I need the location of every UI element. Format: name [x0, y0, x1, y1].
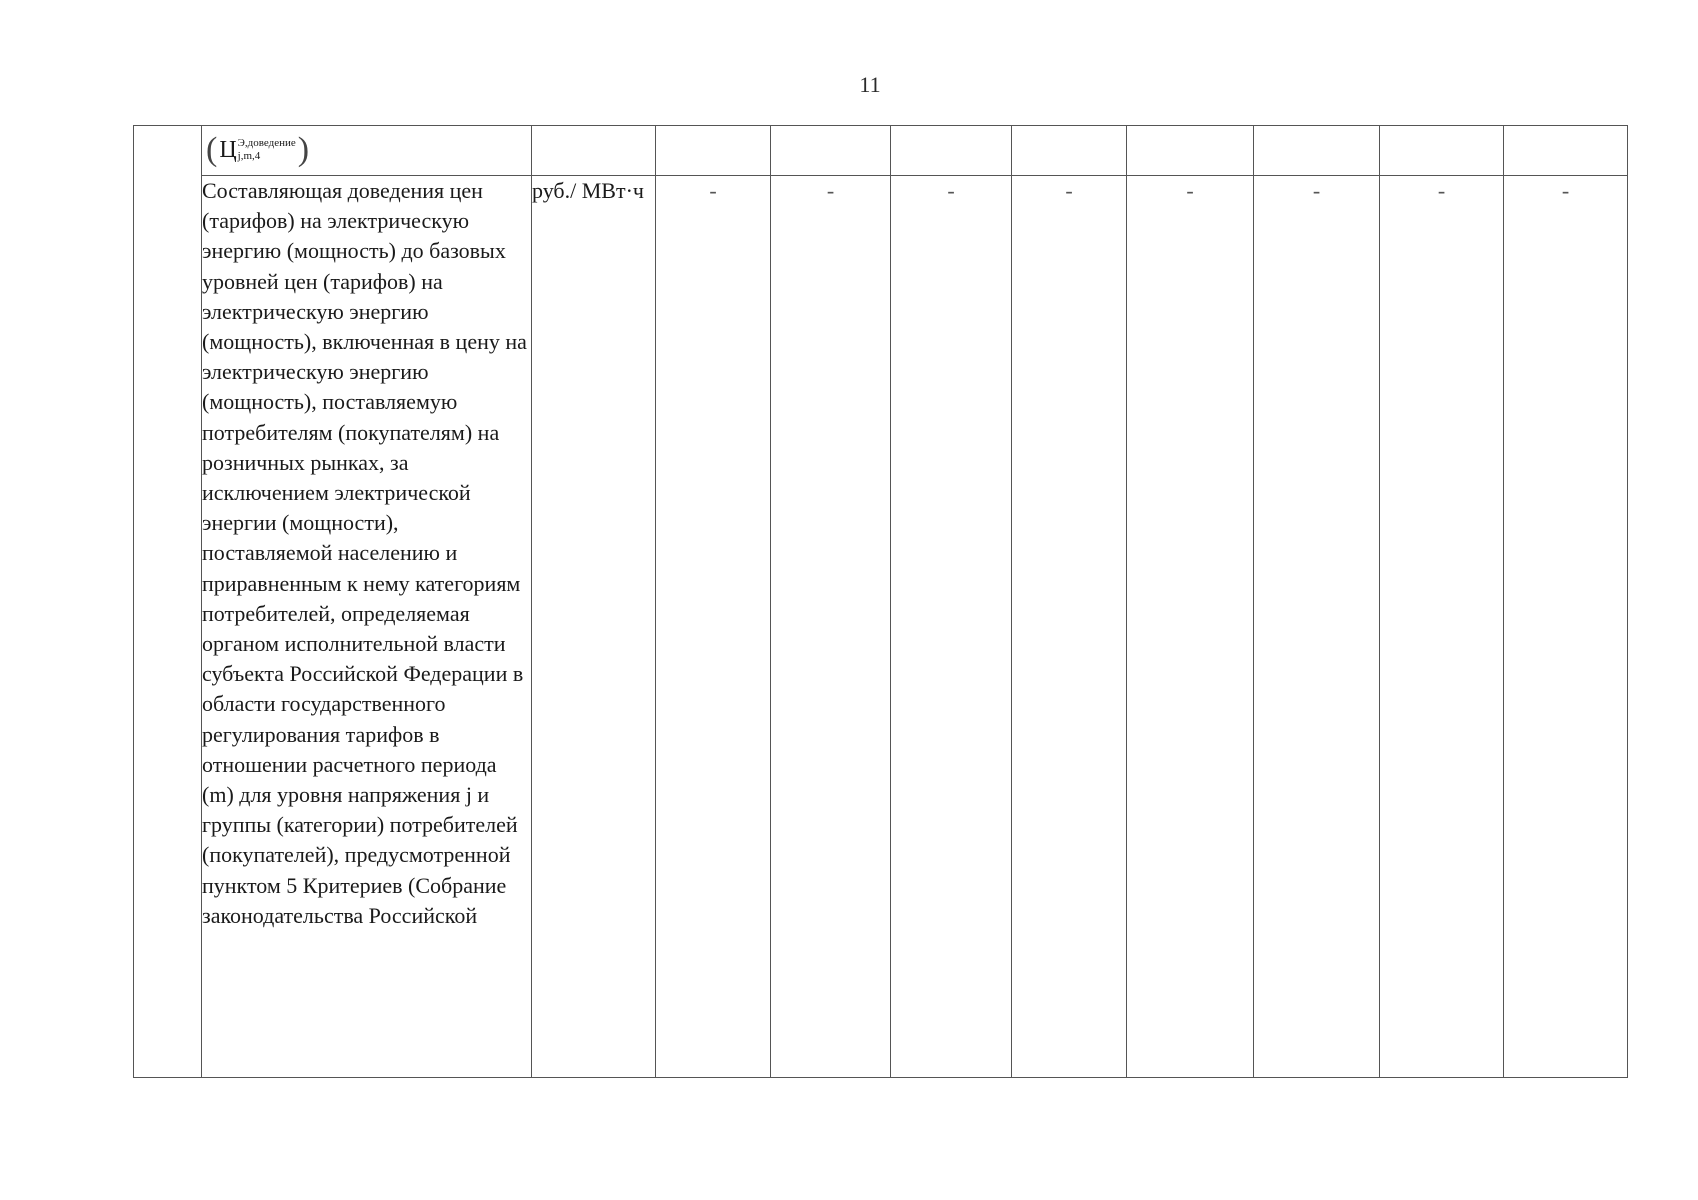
value-cell: - — [1380, 176, 1504, 1078]
formula-symbol: Ц — [219, 136, 237, 163]
tariff-table — [133, 125, 1628, 1078]
value-cell: - — [1254, 176, 1380, 1078]
index-cell — [134, 126, 202, 1078]
left-paren: ( — [206, 130, 218, 168]
value-cell-empty — [1127, 126, 1254, 176]
formula-row — [134, 126, 1628, 176]
unit-cell: руб./ МВт·ч — [532, 176, 656, 1078]
value-cell-empty — [891, 126, 1012, 176]
page-number: 11 — [859, 72, 881, 97]
description-cell: Составляющая доведения цен (тарифов) на электрическую энергию (мощность) до базовых уровней цен (тарифов) на электрическую энергию (мощность), включенная в цену на электрическую энергию (мощность), поставляемую потребителям (покупателям) на розничных рынках, за исключением электрической энергии (мощности), поставляемой населению и приравненным к нему категориям потребителей, определяемая органом исполнительной власти субъекта Российской Федерации в области государственного регулирования тарифов в отношении расчетного периода (m) для уровня напряжения j и группы (категории) потребителей (покупателей), предусмотренной пунктом 5 Критериев (Собрание законодательства Российской — [202, 176, 532, 1078]
value-cell: - — [1012, 176, 1127, 1078]
formula-expression — [202, 130, 310, 168]
value-cell-empty — [1254, 126, 1380, 176]
value-cell: - — [656, 176, 771, 1078]
value-cell: - — [891, 176, 1012, 1078]
value-cell-empty — [1380, 126, 1504, 176]
formula-cell — [202, 126, 532, 176]
right-paren: ) — [297, 130, 310, 168]
unit-cell-empty — [532, 126, 656, 176]
value-cell: - — [1504, 176, 1628, 1078]
value-cell-empty — [656, 126, 771, 176]
formula-subscript: j,m,4 — [237, 149, 261, 162]
description-row — [134, 176, 1628, 1078]
value-cell: - — [771, 176, 891, 1078]
value-cell: - — [1127, 176, 1254, 1078]
value-cell-empty — [771, 126, 891, 176]
value-cell-empty — [1504, 126, 1628, 176]
value-cell-empty — [1012, 126, 1127, 176]
formula-superscript: Э,доведение — [237, 136, 296, 149]
